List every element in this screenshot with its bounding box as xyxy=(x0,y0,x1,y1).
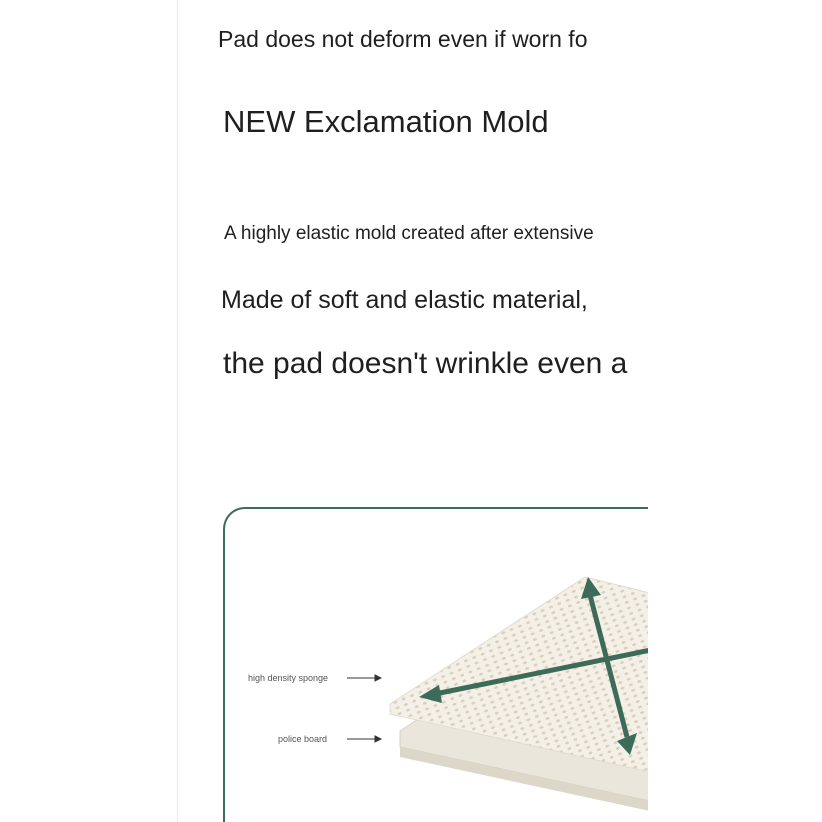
intro-text: Pad does not deform even if worn fo xyxy=(218,26,588,52)
description-text: A highly elastic mold created after extensive xyxy=(224,223,594,244)
section-heading: NEW Exclamation Mold xyxy=(223,104,549,139)
sponge-pointer-arrow xyxy=(347,675,381,681)
board-pointer-arrow xyxy=(347,736,381,742)
board-label: police board xyxy=(278,734,328,744)
pad-structure-diagram xyxy=(223,507,648,822)
feature-text-1: Made of soft and elastic material, xyxy=(221,286,588,314)
sponge-label: high density sponge xyxy=(248,673,329,683)
feature-text-2: the pad doesn't wrinkle even a xyxy=(223,347,628,380)
pad-layers-illustration xyxy=(225,509,648,822)
product-description-panel xyxy=(178,0,648,822)
